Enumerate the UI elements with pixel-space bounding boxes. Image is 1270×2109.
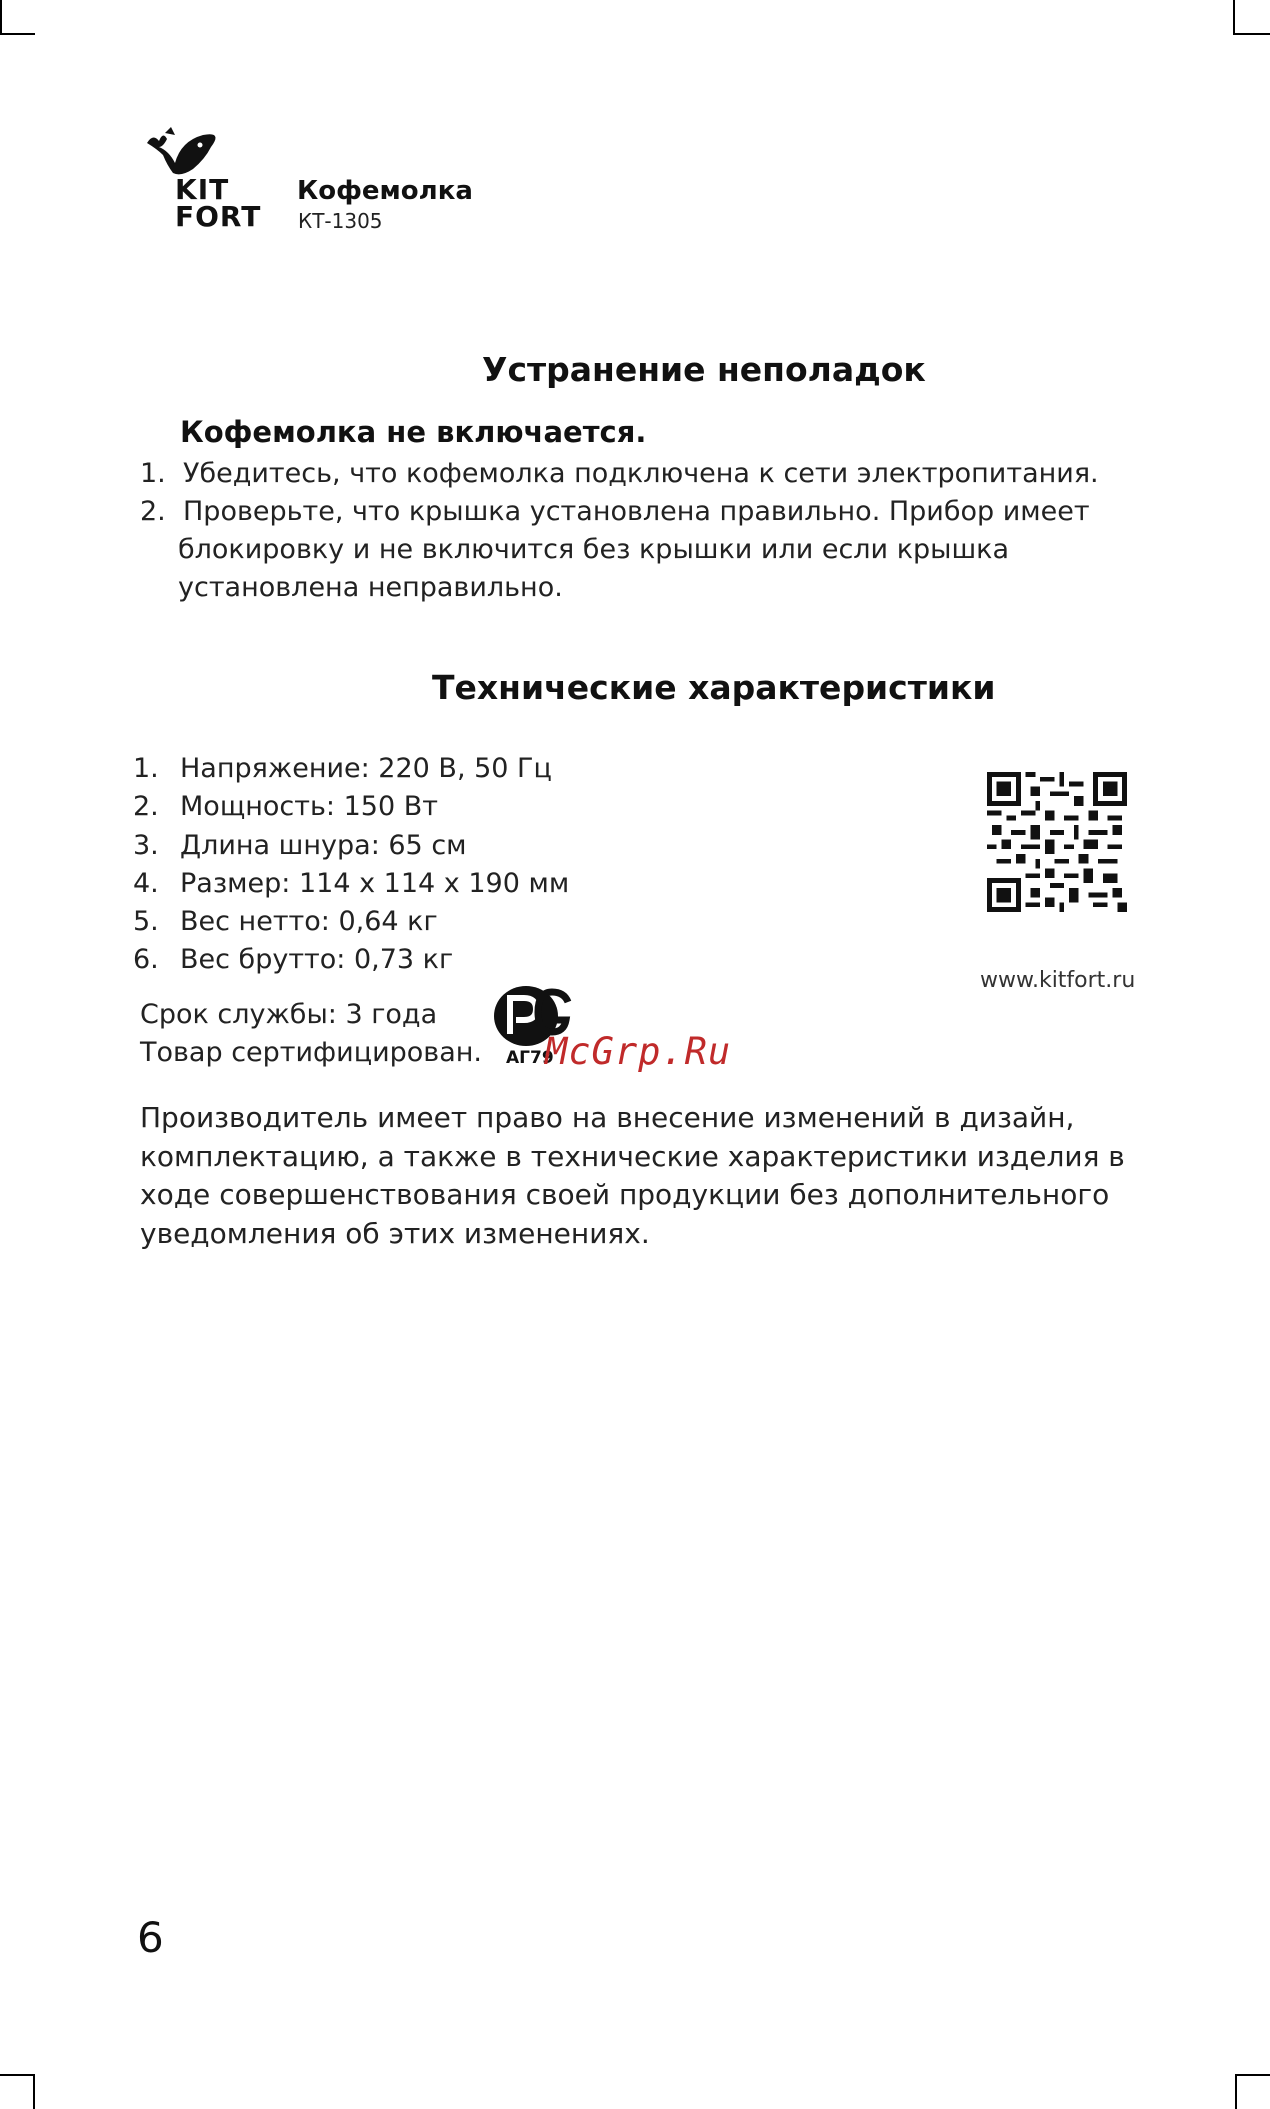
disclaimer-text: Производитель имеет право на внесение изменений в дизайн, комплектацию, а также в технические характеристики изделия в ходе совершенствования своей продукции без дополнительного уведомления об этих изменениях. — [140, 1101, 1125, 1250]
kitfort-logo-text — [175, 173, 262, 233]
list-text: Мощность: 150 Вт — [180, 791, 438, 823]
product-name: Кофемолка — [297, 176, 473, 206]
crop-mark — [0, 0, 2, 35]
qr-code-icon — [987, 772, 1127, 912]
list-text: Размер: 114 х 114 х 190 мм — [180, 867, 570, 899]
brand-line-2: FORT — [175, 200, 262, 233]
list-text-line: Проверьте, что крышка установлена правильно. Прибор имеет — [183, 496, 1090, 527]
troubleshooting-title: Устранение неполадок — [482, 350, 926, 389]
list-text-line: установлена неправильно. — [178, 572, 563, 603]
product-model: КТ-1305 — [298, 209, 383, 233]
list-text — [178, 493, 1090, 607]
crop-mark — [33, 2074, 35, 2109]
list-text: Вес нетто: 0,64 кг — [180, 906, 438, 938]
list-text: Убедитесь, что кофемолка подключена к сети электропитания. — [183, 458, 1099, 489]
certified-note: Товар сертифицирован. — [140, 1037, 482, 1068]
crop-mark — [1233, 0, 1235, 35]
website-link[interactable]: www.kitfort.ru — [980, 968, 1136, 993]
list-text: Длина шнура: 65 см — [180, 829, 467, 861]
crop-mark — [0, 2074, 35, 2076]
list-number: 3. — [133, 829, 159, 861]
list-number: 4. — [133, 867, 159, 899]
list-number: 1. — [140, 458, 166, 489]
list-text: Напряжение: 220 В, 50 Гц — [180, 753, 552, 784]
crop-mark — [0, 33, 35, 35]
list-text: Вес брутто: 0,73 кг — [180, 944, 454, 976]
list-number: 1. — [133, 753, 159, 784]
service-life: Срок службы: 3 года — [140, 999, 438, 1030]
problem-heading: Кофемолка не включается. — [180, 415, 647, 449]
list-number: 6. — [133, 944, 159, 976]
page-number: 6 — [137, 1913, 164, 1962]
specs-title: Технические характеристики — [432, 668, 996, 707]
list-number: 2. — [140, 496, 166, 527]
list-number: 2. — [133, 791, 159, 823]
cert-code: АГ79 — [506, 1048, 554, 1068]
list-text-line: блокировку и не включится без крышки или если крышка — [178, 534, 1010, 565]
watermark: McGrp.Ru — [545, 1030, 732, 1073]
crop-mark — [1235, 2074, 1237, 2109]
crop-mark — [1235, 2074, 1270, 2076]
crop-mark — [1233, 33, 1270, 35]
brand-line-1: KIT — [175, 173, 230, 206]
list-number: 5. — [133, 906, 159, 938]
